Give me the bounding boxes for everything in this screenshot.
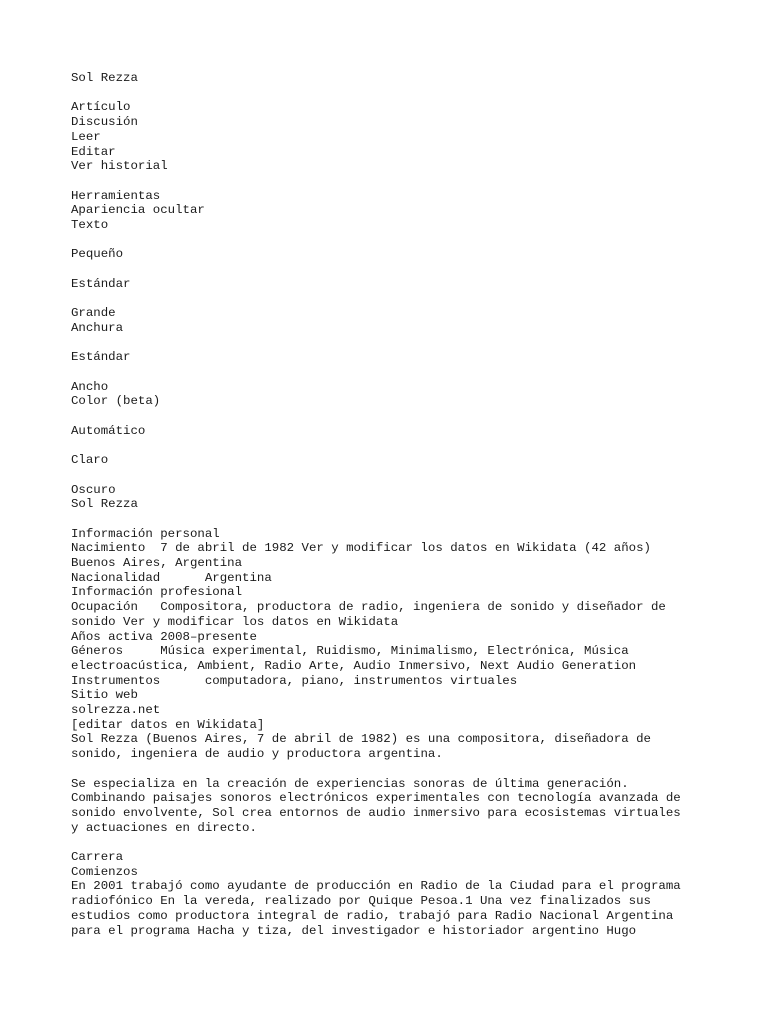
blank-line [71, 512, 701, 527]
text-line: Sol Rezza (Buenos Aires, 7 de abril de 1982) es una compositora, diseñadora de [71, 732, 651, 747]
blank-line [71, 291, 701, 306]
text-line: Géneros Música experimental, Ruidismo, Minimalismo, Electrónica, Música [71, 644, 629, 659]
text-line: Información profesional [71, 585, 243, 600]
text-line: Ocupación Compositora, productora de radio, ingeniera de sonido y diseñador de [71, 600, 666, 615]
blank-line [71, 262, 701, 277]
text-line: Estándar [71, 276, 131, 291]
blank-line [71, 86, 701, 101]
text-line: Discusión [71, 115, 138, 130]
text-line: sonido Ver y modificar los datos en Wikidata [71, 614, 399, 629]
blank-line [71, 365, 701, 380]
text-line: Automático [71, 423, 146, 438]
text-line: Comienzos [71, 864, 138, 879]
blank-line [71, 762, 701, 777]
text-line: Sol Rezza [71, 497, 138, 512]
text-line: Texto [71, 218, 109, 232]
text-line: Grande [71, 306, 116, 321]
text-line: Anchura [71, 320, 124, 335]
text-line: Herramientas [71, 188, 161, 203]
text-line: Leer [71, 129, 101, 144]
text-line: Años activa 2008–presente [71, 629, 257, 644]
blank-line [71, 336, 701, 351]
text-line: Ver historial [71, 159, 168, 174]
blank-line [71, 835, 701, 850]
text-line: electroacústica, Ambient, Radio Arte, Audio Inmersivo, Next Audio Generation [71, 658, 637, 673]
text-line: radiofónico En la vereda, realizado por Quique Pesoa.1 Una vez finalizados sus [71, 894, 651, 909]
text-line: Información personal [71, 526, 220, 541]
text-line: Carrera [71, 850, 124, 865]
blank-line [71, 438, 701, 453]
text-line: Ancho [71, 379, 109, 394]
text-line: Sitio web [71, 688, 138, 703]
text-line: Se especializa en la creación de experiencias sonoras de última generación. [71, 776, 629, 791]
text-line: Nacimiento 7 de abril de 1982 Ver y modificar los datos en Wikidata (42 años) [71, 541, 651, 556]
text-line: Apariencia ocultar [71, 203, 205, 218]
blank-line [71, 409, 701, 424]
text-line: para el programa Hacha y tiza, del investigador e historiador argentino Hugo [71, 923, 637, 938]
text-line: Buenos Aires, Argentina [71, 556, 243, 571]
text-line: Combinando paisajes sonoros electrónicos experimentales con tecnología avanzada de [71, 791, 681, 806]
text-line: Artículo [71, 100, 131, 115]
text-line: Editar [71, 144, 116, 159]
text-line: estudios como productora integral de radio, trabajó para Radio Nacional Argentina [71, 908, 674, 923]
text-line: Sol Rezza [71, 71, 138, 85]
text-line: Estándar [71, 350, 131, 365]
text-line: sonido, ingeniera de audio y productora argentina. [71, 747, 443, 762]
text-line: Claro [71, 453, 109, 468]
text-line: y actuaciones en directo. [71, 820, 257, 835]
text-line: Color (beta) [71, 394, 161, 409]
text-line: Instrumentos computadora, piano, instrumentos virtuales [71, 673, 518, 688]
blank-line [71, 233, 701, 248]
text-line: Nacionalidad Argentina [71, 570, 272, 585]
text-line: Oscuro [71, 482, 116, 497]
blank-line [71, 174, 701, 189]
text-line: [editar datos en Wikidata] [71, 717, 265, 732]
text-line: En 2001 trabajó como ayudante de producción en Radio de la Ciudad para el programa [71, 879, 681, 894]
text-line: Pequeño [71, 247, 124, 262]
blank-line [71, 468, 701, 483]
text-line: sonido envolvente, Sol crea entornos de audio inmersivo para ecosistemas virtuales [71, 805, 681, 820]
text-line: solrezza.net [71, 703, 161, 718]
document-text [71, 71, 701, 938]
